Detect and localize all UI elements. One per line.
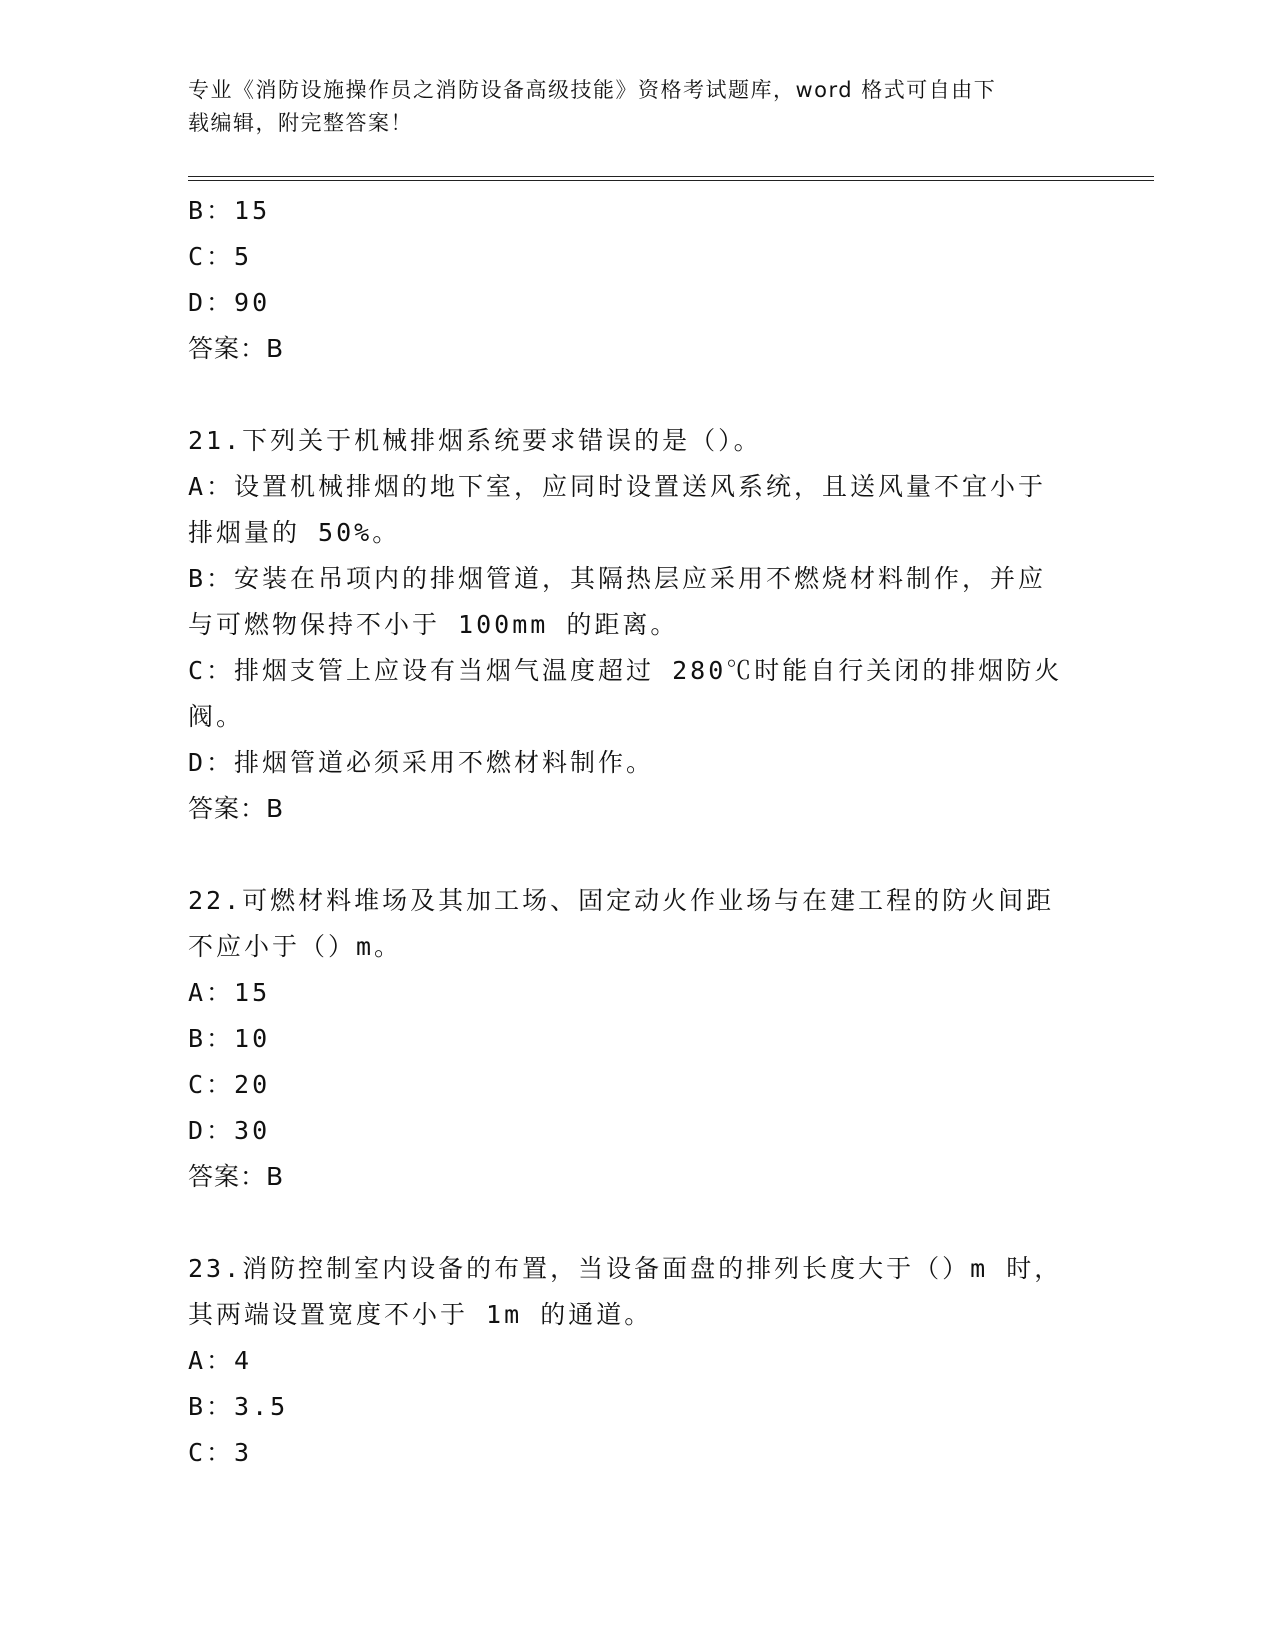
option-a-continued: 排烟量的 50%。 — [188, 518, 401, 547]
question-stem-continued: 其两端设置宽度不小于 1m 的通道。 — [188, 1300, 653, 1329]
option-c: C：20 — [188, 1070, 271, 1099]
option-a: A：4 — [188, 1346, 253, 1375]
option-a: A：设置机械排烟的地下室，应同时设置送风系统，且送风量不宜小于 — [188, 472, 1047, 501]
question-stem-continued: 不应小于（）m。 — [188, 932, 403, 961]
question-23 — [188, 1246, 1088, 1476]
question-20 — [188, 188, 1088, 372]
option-d: D：30 — [188, 1116, 271, 1145]
question-21 — [188, 418, 1088, 832]
option-a: A：15 — [188, 978, 271, 1007]
question-stem: 22.可燃材料堆场及其加工场、固定动火作业场与在建工程的防火间距 — [188, 886, 1055, 915]
option-c: C：5 — [188, 242, 253, 271]
option-c: C：排烟支管上应设有当烟气温度超过 280℃时能自行关闭的排烟防火 — [188, 656, 1063, 685]
option-b-continued: 与可燃物保持不小于 100mm 的距离。 — [188, 610, 679, 639]
option-b: B：安装在吊项内的排烟管道，其隔热层应采用不燃烧材料制作，并应 — [188, 564, 1047, 593]
question-stem: 23.消防控制室内设备的布置，当设备面盘的排列长度大于（）m 时， — [188, 1254, 1063, 1283]
answer: 答案：B — [188, 794, 285, 823]
spacer — [188, 1200, 1088, 1246]
question-list — [188, 188, 1088, 1476]
option-b: B：10 — [188, 1024, 271, 1053]
question-stem: 21.下列关于机械排烟系统要求错误的是（）。 — [188, 426, 762, 455]
question-22 — [188, 878, 1088, 1200]
document-header — [188, 74, 1068, 140]
answer: 答案：B — [188, 334, 285, 363]
option-c-continued: 阀。 — [188, 702, 245, 731]
option-d: D：排烟管道必须采用不燃材料制作。 — [188, 748, 655, 777]
answer: 答案：B — [188, 1162, 285, 1191]
option-d: D：90 — [188, 288, 271, 317]
option-b: B：3.5 — [188, 1392, 289, 1421]
header-line-1: 专业《消防设施操作员之消防设备高级技能》资格考试题库，word 格式可自由下 — [188, 78, 997, 102]
option-b: B：15 — [188, 196, 271, 225]
spacer — [188, 372, 1088, 418]
header-line-2: 载编辑，附完整答案！ — [188, 111, 413, 135]
spacer — [188, 832, 1088, 878]
option-c: C：3 — [188, 1438, 253, 1467]
header-divider — [188, 176, 1154, 181]
